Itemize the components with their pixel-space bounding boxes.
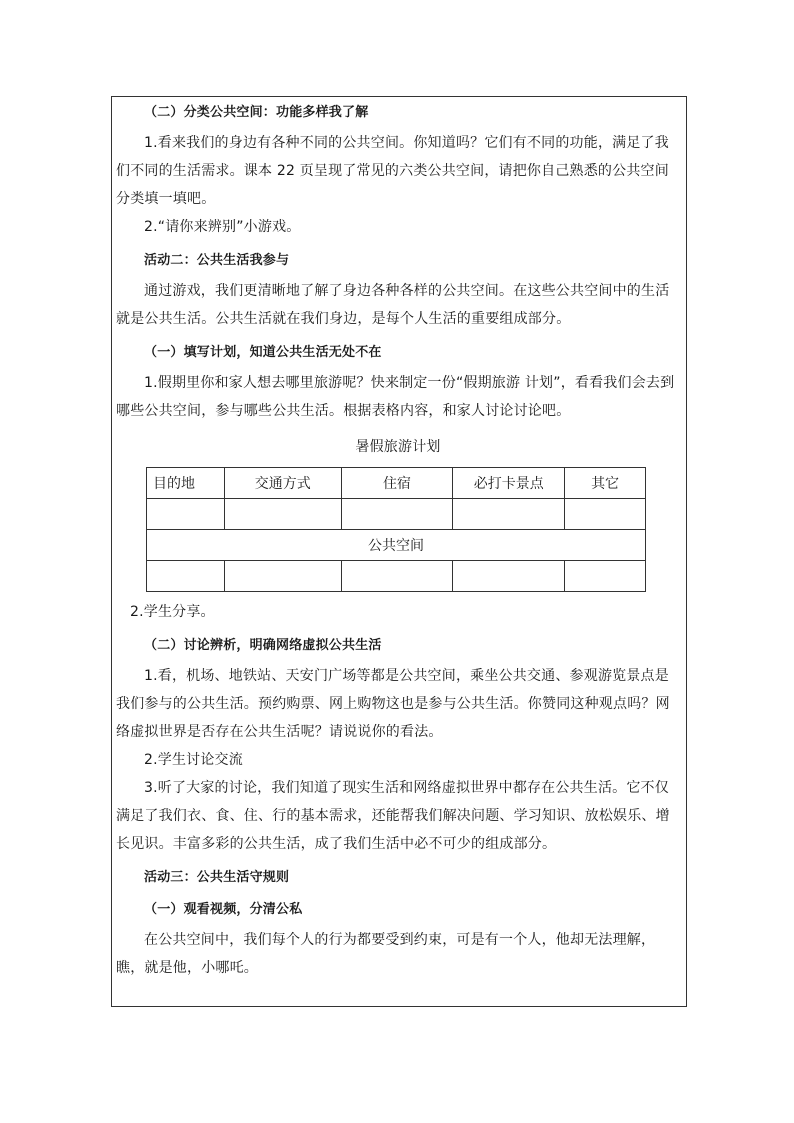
- table-header-lodging: 住宿: [341, 468, 453, 499]
- paragraph-public-spaces: 1.看来我们的身边有各种不同的公共空间。你知道吗？它们有不同的功能，满足了我们不同的生活需求。课本 22 页呈现了常见的六类公共空间，请把你自己熟悉的公共空间分类填一填吧。: [116, 135, 669, 207]
- table-header-transport: 交通方式: [224, 468, 341, 499]
- table-cell[interactable]: [565, 499, 646, 530]
- table-cell[interactable]: [453, 499, 565, 530]
- paragraph-discussion: 2.学生讨论交流: [144, 752, 243, 768]
- paragraph-travel-plan: 1.假期里你和家人想去哪里旅游呢？快来制定一份“假期旅游 计划”，看看我们会去到哪些公共空间，参与哪些公共生活。根据表格内容，和家人讨论讨论吧。: [116, 375, 675, 419]
- table-row: [147, 561, 646, 592]
- table-header-attractions: 必打卡景点: [453, 468, 565, 499]
- table-row: [147, 499, 646, 530]
- activity2-sub2-heading: （二）讨论辨析，明确网络虚拟公共生活: [144, 638, 382, 653]
- paragraph-nezha: 在公共空间中，我们每个人的行为都要受到约束，可是有一个人，他却无法理解，瞧，就是他，小哪吒。: [116, 932, 656, 976]
- travel-plan-table: [146, 467, 646, 592]
- activity2-intro: 通过游戏，我们更清晰地了解了身边各种各样的公共空间。在这些公共空间中的生活就是公共生活。公共生活就在我们身边，是每个人生活的重要组成部分。: [116, 283, 670, 327]
- table-cell-public-space: 公共空间: [147, 530, 646, 561]
- table-cell[interactable]: [224, 561, 341, 592]
- activity2-heading: 活动二：公共生活我参与: [144, 253, 290, 268]
- table-header-row: [147, 468, 646, 499]
- table-cell[interactable]: [224, 499, 341, 530]
- table-cell[interactable]: [147, 499, 225, 530]
- paragraph-share: 2.学生分享。: [130, 604, 215, 620]
- paragraph-conclusion: 3.听了大家的讨论，我们知道了现实生活和网络虚拟世界中都存在公共生活。它不仅满足了我们衣、食、住、行的基本需求，还能帮我们解决问题、学习知识、放松娱乐、增长见识。丰富多彩的公共生活，成了我们生活中必不可少的组成部分。: [116, 780, 670, 852]
- activity3-sub1-heading: （一）观看视频，分清公私: [144, 902, 303, 917]
- table-cell[interactable]: [565, 561, 646, 592]
- table-title: 暑假旅游计划: [355, 439, 441, 455]
- document-content: [116, 97, 680, 982]
- table-header-other: 其它: [565, 468, 646, 499]
- table-cell[interactable]: [147, 561, 225, 592]
- table-cell[interactable]: [341, 561, 453, 592]
- table-merged-row: [147, 530, 646, 561]
- section-heading-classify: （二）分类公共空间：功能多样我了解: [144, 105, 369, 120]
- table-header-destination: 目的地: [147, 468, 225, 499]
- table-cell[interactable]: [453, 561, 565, 592]
- paragraph-virtual-life: 1.看，机场、地铁站、天安门广场等都是公共空间，乘坐公共交通、参观游览景点是我们参与的公共生活。预约购票、网上购物这也是参与公共生活。你赞同这种观点吗？网络虚拟世界是否存在公共生活呢？请说说你的看法。: [116, 668, 670, 740]
- paragraph-game: 2.“请你来辨别”小游戏。: [144, 219, 301, 235]
- activity3-heading: 活动三：公共生活守规则: [144, 870, 290, 885]
- activity2-sub1-heading: （一）填写计划，知道公共生活无处不在: [144, 345, 382, 360]
- table-cell[interactable]: [341, 499, 453, 530]
